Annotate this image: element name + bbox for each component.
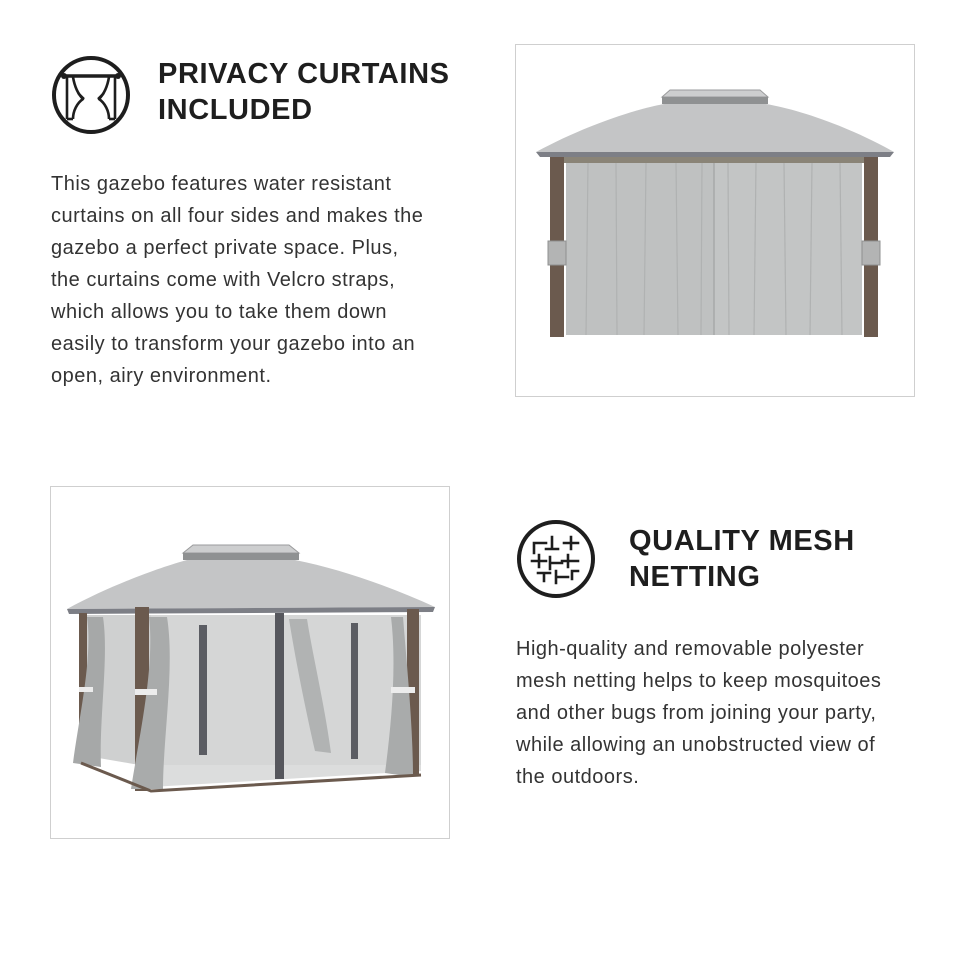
body-line: the outdoors. [516,766,640,788]
title-line: PRIVACY CURTAINS [158,58,450,90]
body-line: while allowing an unobstructed view of [516,734,876,756]
body-line: High-quality and removable polyester [516,638,865,660]
body-line: open, airy environment. [51,365,272,387]
title-line: INCLUDED [158,94,313,126]
body-line: the curtains come with Velcro straps, [51,269,396,291]
gazebo-mesh-photo [50,486,450,839]
title-line: NETTING [629,561,761,593]
body-line: which allows you to take them down [51,301,388,323]
title-line: QUALITY MESH [629,525,855,557]
body-line: gazebo a perfect private space. Plus, [51,237,399,259]
body-line: curtains on all four sides and makes the [51,205,424,227]
privacy-curtains-description [51,168,423,392]
curtain-icon [51,55,131,135]
privacy-curtains-title [158,56,450,128]
gazebo-curtains-photo [515,44,915,397]
body-line: mesh netting helps to keep mosquitoes [516,670,882,692]
body-line: easily to transform your gazebo into an [51,333,416,355]
mesh-icon [516,519,596,599]
body-line: This gazebo features water resistant [51,173,392,195]
mesh-netting-title [629,523,855,595]
body-line: and other bugs from joining your party, [516,702,877,724]
mesh-netting-description [516,633,881,793]
